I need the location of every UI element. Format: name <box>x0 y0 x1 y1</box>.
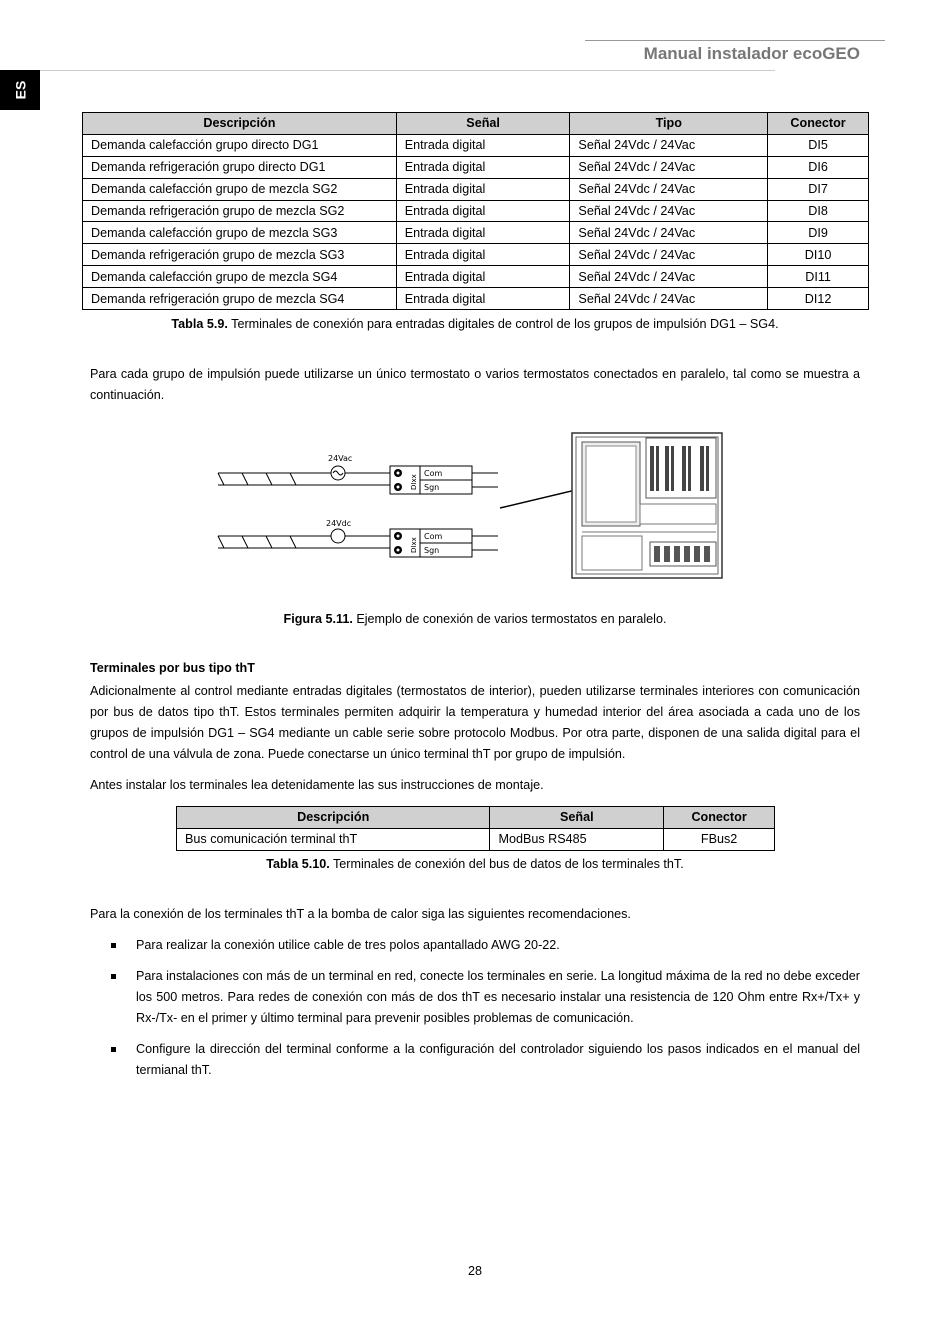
table-header-row <box>177 807 775 829</box>
language-tab <box>0 70 40 110</box>
label-com: Com <box>424 469 443 478</box>
table-row <box>83 200 869 222</box>
label-sgn-2: Sgn <box>424 546 440 555</box>
table-cell: Entrada digital <box>396 266 570 288</box>
section-heading: Terminales por bus tipo thT <box>90 661 255 675</box>
section-paragraph-2: Antes instalar los terminales lea detenidamente las sus instrucciones de montaje. <box>90 778 544 792</box>
table-cell: Demanda refrigeración grupo directo DG1 <box>83 156 397 178</box>
table-cell: ModBus RS485 <box>490 828 664 850</box>
table-cell: Entrada digital <box>396 288 570 310</box>
table-cell: Entrada digital <box>396 200 570 222</box>
table-cell: Entrada digital <box>396 244 570 266</box>
figure-5-11-caption <box>0 612 950 626</box>
bullet-icon <box>111 974 116 979</box>
table-cell: DI5 <box>768 134 869 156</box>
column-header: Descripción <box>177 807 490 829</box>
label-sgn: Sgn <box>424 483 440 492</box>
thermostat-group-ac <box>218 454 498 494</box>
bullet-icon <box>111 943 116 948</box>
header-rule-top <box>585 40 885 41</box>
page-number: 28 <box>467 1264 482 1278</box>
table-row <box>83 244 869 266</box>
label-dixx-2: DIxx <box>410 537 418 553</box>
section-paragraph: Adicionalmente al control mediante entradas digitales (termostatos de interior), pueden utilizarse terminales interiores con comunicación por bus de datos tipo thT. Estos terminales permiten adquirir la temperatura y humedad interior del área asociada a cada uno de los grupos de impulsión DG1 – SG4 mediante un cable serie sobre protocolo Modbus. Por otra parte, disponen de una salida digital para el control de una válvula de zona. Puede conectarse un único terminal thT por grupo de impulsión. <box>90 684 860 761</box>
caption-text: Ejemplo de conexión de varios termostatos en paralelo. <box>352 612 667 626</box>
controller-panel-drawing <box>572 433 722 578</box>
caption-text: Terminales de conexión para entradas digitales de control de los grupos de impulsión DG1 – SG4. <box>227 317 779 331</box>
label-com-2: Com <box>424 532 443 541</box>
column-header: Señal <box>396 113 570 135</box>
caption-label: Tabla 5.10. <box>266 857 330 871</box>
table-5-9-caption <box>0 317 950 331</box>
language-tab-label: ES <box>12 80 28 100</box>
column-header: Conector <box>768 113 869 135</box>
table-row <box>83 134 869 156</box>
table-cell: DI10 <box>768 244 869 266</box>
table-5-10-caption <box>0 857 950 871</box>
list-item: Para realizar la conexión utilice cable de tres polos apantallado AWG 20-22. <box>136 938 560 952</box>
table-cell: DI7 <box>768 178 869 200</box>
caption-text: Terminales de conexión del bus de datos de los terminales thT. <box>329 857 684 871</box>
parallel-thermostats-figure <box>210 428 730 588</box>
label-24vac: 24Vac <box>328 454 353 463</box>
header-title: Manual instalador ecoGEO <box>643 44 860 63</box>
table-cell: DI11 <box>768 266 869 288</box>
header-rule-bottom <box>40 70 775 71</box>
table-row <box>83 178 869 200</box>
label-24vdc: 24Vdc <box>326 519 352 528</box>
table-cell: Señal 24Vdc / 24Vac <box>570 288 768 310</box>
digital-inputs-table <box>82 112 869 310</box>
table-cell: Señal 24Vdc / 24Vac <box>570 200 768 222</box>
list-item: Configure la dirección del terminal conforme a la configuración del controlador siguiendo los pasos indicados en el manual del termianal thT. <box>136 1042 860 1077</box>
table-cell: Señal 24Vdc / 24Vac <box>570 266 768 288</box>
table-cell: DI6 <box>768 156 869 178</box>
tht-bus-table <box>176 806 775 851</box>
table-cell: Demanda calefacción grupo de mezcla SG2 <box>83 178 397 200</box>
table-cell: DI12 <box>768 288 869 310</box>
list-item: Para instalaciones con más de un terminal en red, conecte los terminales en serie. La longitud máxima de la red no debe exceder los 500 metros. Para redes de conexión con más de dos thT es necesario instalar una resistencia de 120 Ohm entre Rx+/Tx+ y Rx-/Tx- en el primer y último terminal para prevenir posibles problemas de comunicación. <box>136 969 860 1025</box>
table-row <box>177 828 775 850</box>
table-row <box>83 288 869 310</box>
table-cell: Demanda calefacción grupo de mezcla SG3 <box>83 222 397 244</box>
table-cell: Señal 24Vdc / 24Vac <box>570 222 768 244</box>
table-cell: Demanda refrigeración grupo de mezcla SG2 <box>83 200 397 222</box>
table-header-row <box>83 113 869 135</box>
table-cell: FBus2 <box>664 828 775 850</box>
table-cell: Señal 24Vdc / 24Vac <box>570 134 768 156</box>
table-row <box>83 156 869 178</box>
table-cell: Demanda calefacción grupo directo DG1 <box>83 134 397 156</box>
recommendations-intro: Para la conexión de los terminales thT a la bomba de calor siga las siguientes recomendaciones. <box>90 907 631 921</box>
table-cell: Entrada digital <box>396 222 570 244</box>
bullet-icon <box>111 1047 116 1052</box>
caption-label: Figura 5.11. <box>283 612 353 626</box>
table-cell: Señal 24Vdc / 24Vac <box>570 178 768 200</box>
table-cell: Demanda calefacción grupo de mezcla SG4 <box>83 266 397 288</box>
table-cell: DI8 <box>768 200 869 222</box>
paragraph-parallel-thermostats: Para cada grupo de impulsión puede utilizarse un único termostato o varios termostatos conectados en paralelo, tal como se muestra a continuación. <box>90 367 860 402</box>
column-header: Tipo <box>570 113 768 135</box>
table-cell: Entrada digital <box>396 156 570 178</box>
table-cell: Demanda refrigeración grupo de mezcla SG3 <box>83 244 397 266</box>
table-cell: Señal 24Vdc / 24Vac <box>570 244 768 266</box>
table-row <box>83 266 869 288</box>
label-dixx: DIxx <box>410 474 418 490</box>
table-cell: Entrada digital <box>396 178 570 200</box>
table-cell: DI9 <box>768 222 869 244</box>
table-cell: Demanda refrigeración grupo de mezcla SG4 <box>83 288 397 310</box>
table-cell: Señal 24Vdc / 24Vac <box>570 156 768 178</box>
column-header: Descripción <box>83 113 397 135</box>
column-header: Conector <box>664 807 775 829</box>
table-row <box>83 222 869 244</box>
caption-label: Tabla 5.9. <box>171 317 228 331</box>
thermostat-group-dc <box>218 519 498 557</box>
table-cell: Bus comunicación terminal thT <box>177 828 490 850</box>
table-cell: Entrada digital <box>396 134 570 156</box>
column-header: Señal <box>490 807 664 829</box>
